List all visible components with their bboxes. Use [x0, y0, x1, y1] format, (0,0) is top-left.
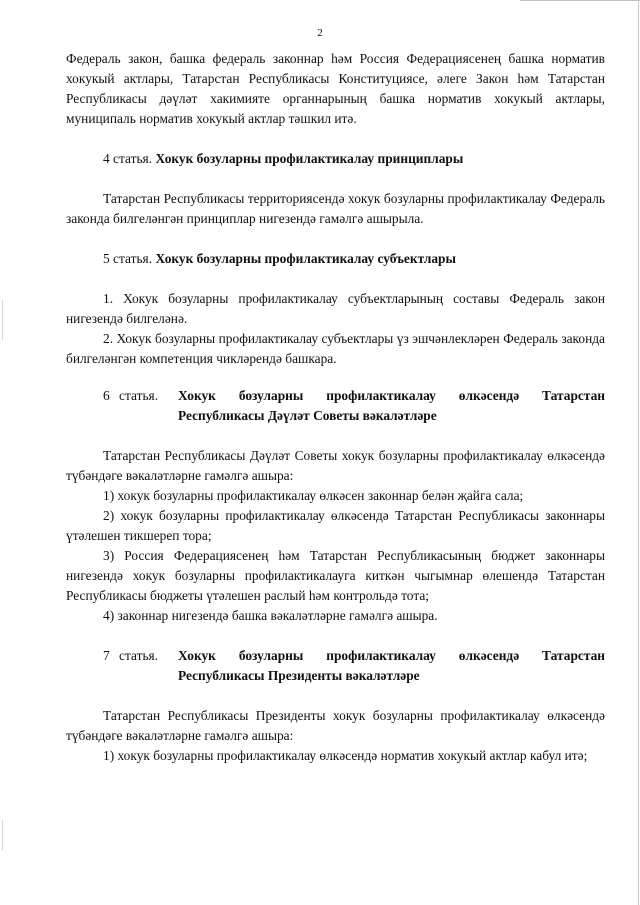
article-4-title: Хокук бозуларны профилактикалау принциплары: [155, 151, 464, 166]
article-6-title: Хокук бозуларны профилактикалау өлкәсендә Татарстан Республикасы Дәүләт Советы вәкаләтләре: [178, 388, 605, 423]
article-5-item-2: 2. Хокук бозуларны профилактикалау субъектлары үз эшчәнлекләрен Федераль законда билгеләнгән компетенция чикләрендә башкара.: [66, 331, 605, 366]
article-5-item-1: 1. Хокук бозуларны профилактикалау субъектларының составы Федераль закон нигезендә билгеләнә.: [66, 291, 605, 326]
page-number: 2: [317, 27, 323, 39]
article-4-heading: [66, 149, 605, 169]
article-7-lead: 7 статья.: [103, 648, 159, 663]
article-5-heading: [66, 249, 605, 269]
document-body: [66, 49, 605, 766]
article-6-item-1: 1) хокук бозуларны профилактикалау өлкәсен законнар белән җайга сала;: [103, 488, 524, 503]
scan-edge-top: [520, 0, 640, 1]
article-7-heading: [66, 646, 605, 686]
article-6-body: Татарстан Республикасы Дәүләт Советы хокук бозуларны профилактикалау өлкәсендә түбәндәге вәкаләтләрне гамәлгә ашыра:: [66, 448, 605, 483]
article-6-lead: 6 статья.: [103, 388, 159, 403]
article-7-body: Татарстан Республикасы Президенты хокук бозуларны профилактикалау өлкәсендә түбәндәге вәкаләтләрне гамәлгә ашыра:: [66, 708, 605, 743]
scan-edge-right: [638, 0, 639, 905]
article-6-heading: [66, 386, 605, 426]
article-5-title: Хокук бозуларны профилактикалау субъектлары: [155, 251, 456, 266]
article-4-body: Татарстан Республикасы территориясендә хокук бозуларны профилактикалау Федераль законда билгеләнгән принциплар нигезендә гамәлгә ашырыла.: [66, 191, 605, 226]
article-6-item-3: 3) Россия Федерациясенең һәм Татарстан Республикасының бюджет законнары нигезендә хокук бозуларны профилактикалауга киткән чыгымнар өлешендә Татарстан Республикасы бюджеты үтәлешен раслый һәм контрольдә тота;: [66, 548, 605, 603]
scan-mark: [2, 820, 3, 850]
article-7-title: Хокук бозуларны профилактикалау өлкәсендә Татарстан Республикасы Президенты вәкаләтләре: [178, 648, 605, 683]
article-5-lead: 5 статья.: [103, 251, 153, 266]
article-6-item-2: 2) хокук бозуларны профилактикалау өлкәсендә Татарстан Республикасы законнары үтәлешен тикшереп тора;: [66, 508, 605, 543]
article-6-item-4: 4) законнар нигезендә башка вәкаләтләрне гамәлгә ашыра.: [103, 608, 438, 623]
article-4-lead: 4 статья.: [103, 151, 153, 166]
scan-mark: [2, 300, 3, 340]
article-7-item-1: 1) хокук бозуларны профилактикалау өлкәсендә норматив хокукый актлар кабул итә;: [103, 748, 588, 763]
intro-paragraph: Федераль закон, башка федераль законнар һәм Россия Федерациясенең башка норматив хокукый актлары, Татарстан Республикасы Конституциясе, әлеге Закон һәм Татарстан Республикасы дәүләт хакимияте органнарының башка норматив хокукый актлары, муниципаль норматив хокукый актлар тәшкил итә.: [66, 51, 605, 126]
